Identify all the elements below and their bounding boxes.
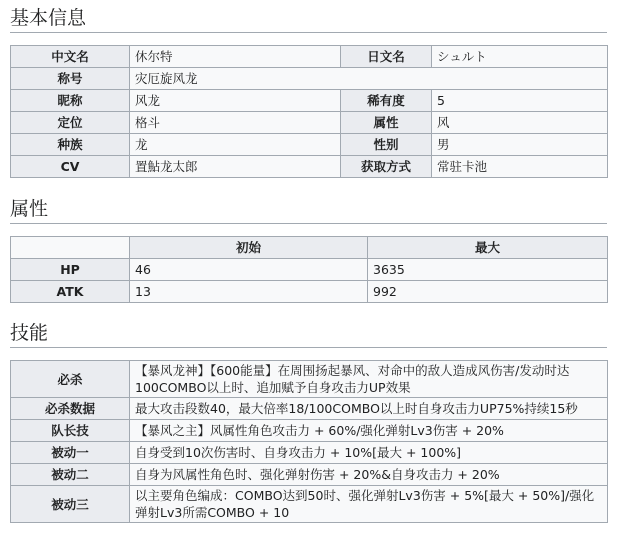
- table-row: [11, 68, 608, 90]
- row-value: 男: [432, 134, 608, 156]
- row-value: 置鮎龙太郎: [130, 156, 341, 178]
- skill-text: 【暴风之主】风属性角色攻击力 + 60%/强化弹射Lv3伤害 + 20%: [130, 420, 608, 442]
- skill-text: 以主要角色编成：COMBO达到50时、强化弹射Lv3伤害 + 5%[最大 + 50%]/强化弹射Lv3所需COMBO + 10: [130, 486, 608, 523]
- row-label: 称号: [11, 68, 130, 90]
- skills-heading: 技能: [10, 321, 607, 348]
- table-row: [11, 361, 608, 398]
- skill-text: 最大攻击段数40，最大倍率18/100COMBO以上时自身攻击力UP75%持续15秒: [130, 398, 608, 420]
- row-label: 属性: [341, 112, 432, 134]
- table-row: [11, 112, 608, 134]
- row-value: 风: [432, 112, 608, 134]
- row-label: ATK: [11, 281, 130, 303]
- row-value: 休尔特: [130, 46, 341, 68]
- column-header-blank: [11, 237, 130, 259]
- skill-text: 自身受到10次伤害时、自身攻击力 + 10%[最大 + 100%]: [130, 442, 608, 464]
- row-value: 灾厄旋风龙: [130, 68, 608, 90]
- row-label: 定位: [11, 112, 130, 134]
- row-value: 5: [432, 90, 608, 112]
- basic-info-table: [10, 45, 608, 178]
- max-value: 3635: [368, 259, 608, 281]
- row-label: CV: [11, 156, 130, 178]
- row-label: 必杀: [11, 361, 130, 398]
- row-label: 日文名: [341, 46, 432, 68]
- column-header-max: 最大: [368, 237, 608, 259]
- max-value: 992: [368, 281, 608, 303]
- table-row: [11, 442, 608, 464]
- table-row: [11, 156, 608, 178]
- basic-info-heading: 基本信息: [10, 6, 607, 33]
- table-row: [11, 281, 608, 303]
- row-label: 性别: [341, 134, 432, 156]
- skill-text: 【暴风龙神】【600能量】在周围扬起暴风、对命中的敌人造成风伤害/发动时达100COMBO以上时、追加赋予自身攻击力UP效果: [130, 361, 608, 398]
- row-label: 队长技: [11, 420, 130, 442]
- row-value: 风龙: [130, 90, 341, 112]
- table-row: [11, 259, 608, 281]
- row-label: 种族: [11, 134, 130, 156]
- skill-text: 自身为风属性角色时、强化弹射伤害 + 20%&自身攻击力 + 20%: [130, 464, 608, 486]
- row-label: 被动三: [11, 486, 130, 523]
- stats-heading: 属性: [10, 197, 607, 224]
- row-label: 获取方式: [341, 156, 432, 178]
- row-label: 中文名: [11, 46, 130, 68]
- row-value: 常驻卡池: [432, 156, 608, 178]
- table-header-row: [11, 237, 608, 259]
- row-value: シュルト: [432, 46, 608, 68]
- row-value: 格斗: [130, 112, 341, 134]
- row-label: 被动二: [11, 464, 130, 486]
- table-row: [11, 464, 608, 486]
- initial-value: 46: [130, 259, 368, 281]
- stats-table: [10, 236, 608, 303]
- row-label: 被动一: [11, 442, 130, 464]
- row-label: HP: [11, 259, 130, 281]
- row-label: 稀有度: [341, 90, 432, 112]
- table-row: [11, 134, 608, 156]
- column-header-initial: 初始: [130, 237, 368, 259]
- table-row: [11, 398, 608, 420]
- table-row: [11, 486, 608, 523]
- skills-table: [10, 360, 608, 523]
- initial-value: 13: [130, 281, 368, 303]
- row-value: 龙: [130, 134, 341, 156]
- table-row: [11, 420, 608, 442]
- table-row: [11, 46, 608, 68]
- table-row: [11, 90, 608, 112]
- row-label: 昵称: [11, 90, 130, 112]
- row-label: 必杀数据: [11, 398, 130, 420]
